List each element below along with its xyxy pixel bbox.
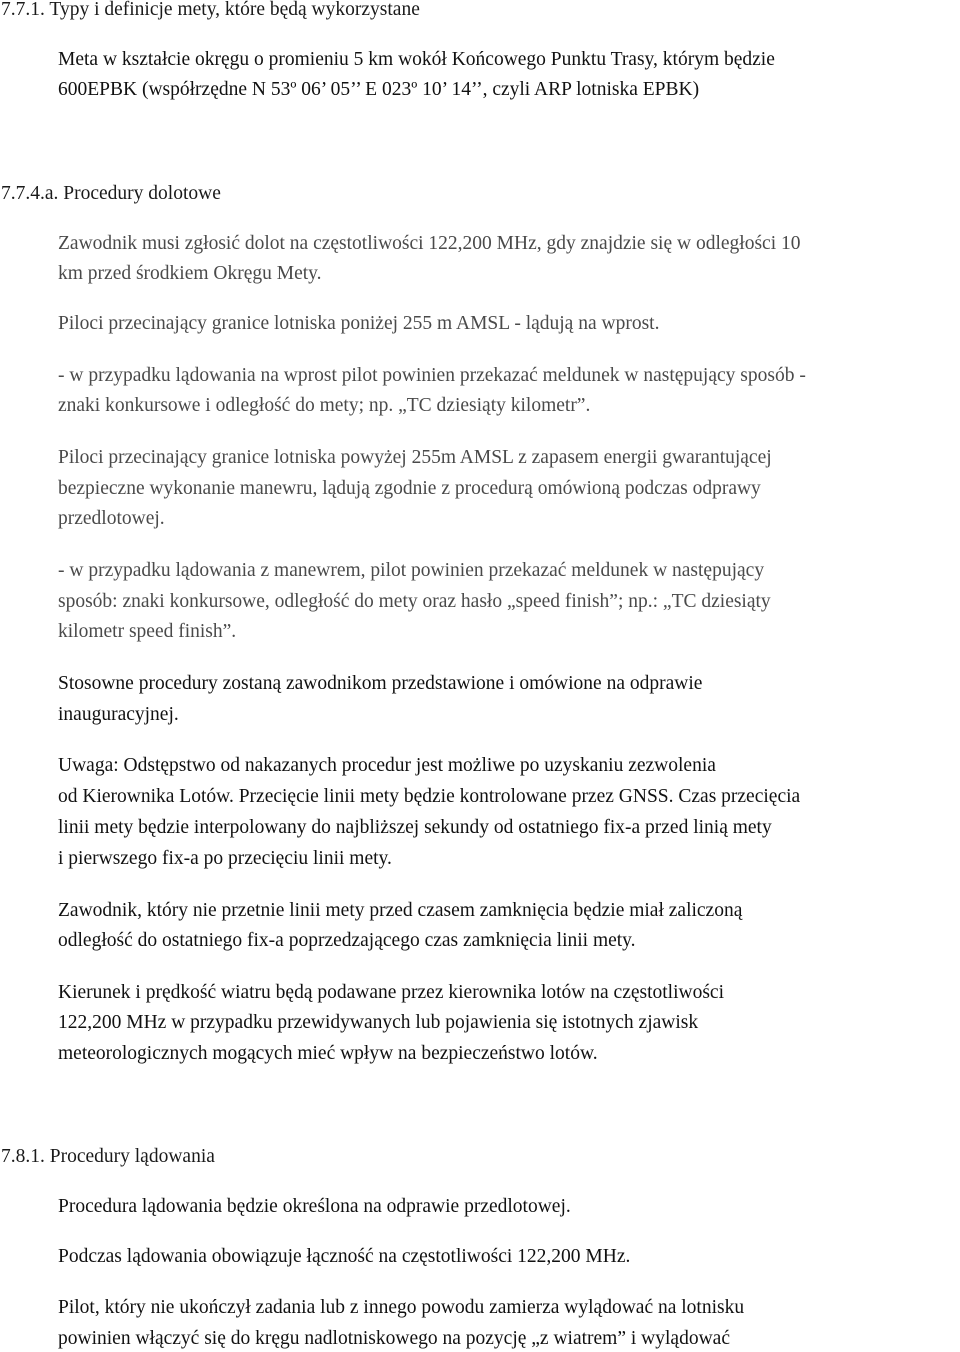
paragraph-line: Piloci przecinający granice lotniska poniżej 255 m AMSL - lądują na wprost.	[58, 313, 660, 334]
paragraph-line: powinien włączyć się do kręgu nadlotniskowego na pozycję „z wiatrem” i wylądować	[58, 1328, 730, 1349]
paragraph-line: inauguracyjnej.	[58, 704, 179, 725]
paragraph-line: Zawodnik, który nie przetnie linii mety przed czasem zamknięcia będzie miał zaliczoną	[58, 900, 743, 921]
paragraph-line: Pilot, który nie ukończył zadania lub z innego powodu zamierza wylądować na lotnisku	[58, 1297, 745, 1318]
paragraph-line: km przed środkiem Okręgu Mety.	[58, 263, 322, 284]
paragraph-line: Meta w kształcie okręgu o promieniu 5 km wokół Końcowego Punktu Trasy, którym będzie	[58, 49, 775, 70]
paragraph-line: odległość do ostatniego fix-a poprzedzającego czas zamknięcia linii mety.	[58, 930, 636, 951]
paragraph-line: 600EPBK (współrzędne N 53º 06’ 05’’ E 023º 10’ 14’’, czyli ARP lotniska EPBK)	[58, 79, 700, 100]
paragraph-line: przedlotowej.	[58, 508, 165, 529]
paragraph-line: sposób: znaki konkursowe, odległość do mety oraz hasło „speed finish”; np.: „TC dziesiąty	[58, 591, 771, 612]
paragraph-line: od Kierownika Lotów. Przecięcie linii mety będzie kontrolowane przez GNSS. Czas przecięcia	[58, 786, 801, 807]
paragraph-line: 122,200 MHz w przypadku przewidywanych lub pojawienia się istotnych zjawisk	[58, 1012, 699, 1033]
paragraph-line: kilometr speed finish”.	[58, 621, 237, 642]
paragraph-line: Stosowne procedury zostaną zawodnikom przedstawione i omówione na odprawie	[58, 673, 703, 694]
section-heading-7-7-1: 7.7.1. Typy i definicje mety, które będą wykorzystane	[1, 0, 420, 20]
section-heading-7-7-4-a: 7.7.4.a. Procedury dolotowe	[1, 183, 221, 204]
paragraph-line: i pierwszego fix-a po przecięciu linii mety.	[58, 848, 392, 869]
paragraph-line: Uwaga: Odstępstwo od nakazanych procedur jest możliwe po uzyskaniu zezwolenia	[58, 755, 716, 776]
paragraph-line: Procedura lądowania będzie określona na odprawie przedlotowej.	[58, 1196, 571, 1217]
paragraph-line: bezpieczne wykonanie manewru, lądują zgodnie z procedurą omówioną podczas odprawy	[58, 478, 761, 499]
paragraph-line: Podczas lądowania obowiązuje łączność na częstotliwości 122,200 MHz.	[58, 1246, 631, 1267]
paragraph-line: - w przypadku lądowania na wprost pilot powinien przekazać meldunek w następujący sposób -	[58, 365, 806, 386]
paragraph-line: meteorologicznych mogących mieć wpływ na bezpieczeństwo lotów.	[58, 1043, 598, 1064]
paragraph-line: Piloci przecinający granice lotniska powyżej 255m AMSL z zapasem energii gwarantującej	[58, 447, 772, 468]
paragraph-line: Kierunek i prędkość wiatru będą podawane przez kierownika lotów na częstotliwości	[58, 982, 725, 1003]
paragraph-line: - w przypadku lądowania z manewrem, pilot powinien przekazać meldunek w następujący	[58, 560, 765, 581]
section-heading-7-8-1: 7.8.1. Procedury lądowania	[1, 1146, 215, 1167]
paragraph-line: linii mety będzie interpolowany do najbliższej sekundy od ostatniego fix-a przed linią mety	[58, 817, 772, 838]
paragraph-line: Zawodnik musi zgłosić dolot na częstotliwości 122,200 MHz, gdy znajdzie się w odległości 10	[58, 233, 801, 254]
paragraph-line: znaki konkursowe i odległość do mety; np. „TC dziesiąty kilometr”.	[58, 395, 591, 416]
